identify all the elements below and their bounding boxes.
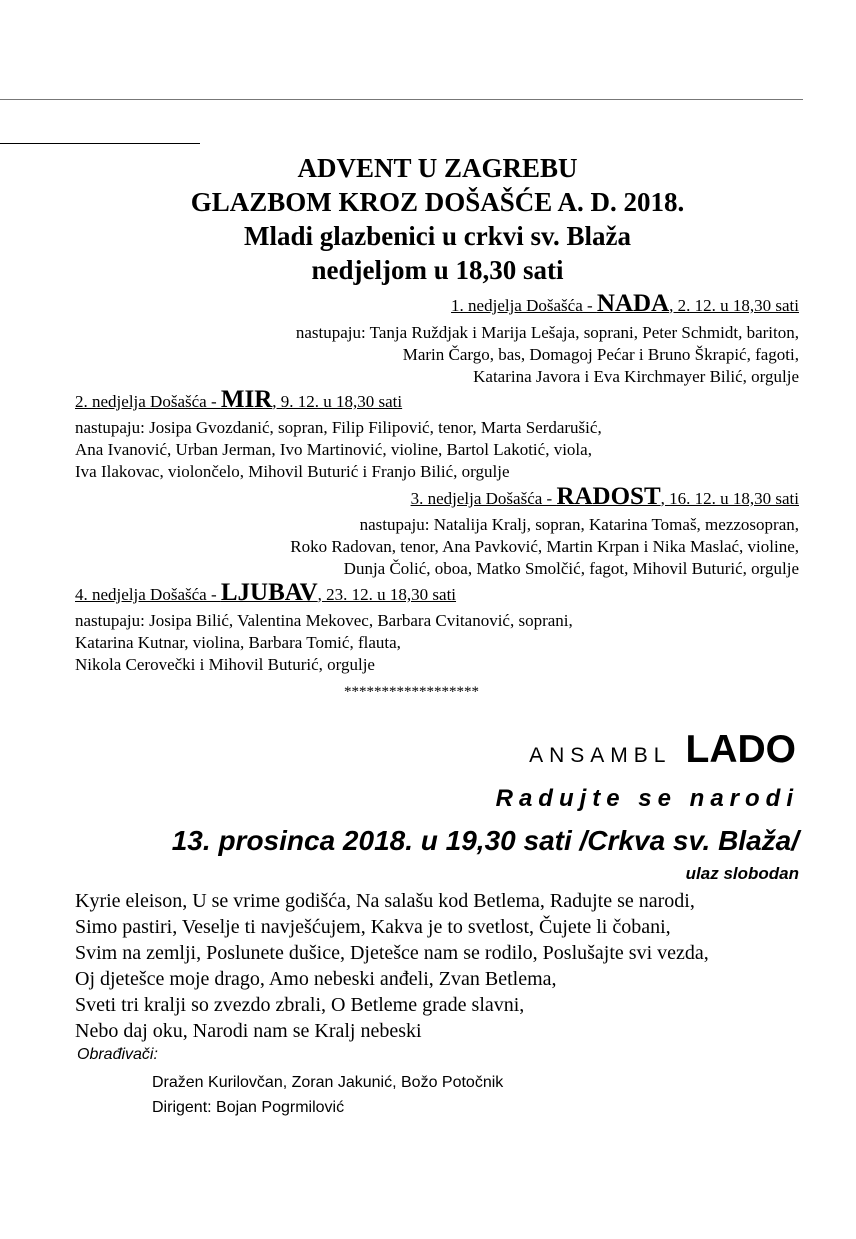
week-2-heading: 2. nedjelja Došašća - MIR, 9. 12. u 18,30 sati xyxy=(75,386,403,413)
short-divider xyxy=(0,143,200,144)
concert-subtitle: Radujte se narodi xyxy=(495,785,799,812)
week-1-heading: 1. nedjelja Došašća - NADA, 2. 12. u 18,30 sati xyxy=(451,290,799,317)
conductor: Dirigent: Bojan Pogrmilović xyxy=(152,1099,345,1116)
week-4-performers-2: Katarina Kutnar, violina, Barbara Tomić, flauta, xyxy=(75,633,401,652)
week-1-name: NADA xyxy=(596,290,670,317)
week-3-performers-2: Roko Radovan, tenor, Ana Pavković, Martin Krpan i Nika Maslać, violine, xyxy=(290,537,799,556)
week-1-performers-1: nastupaju: Tanja Ruždjak i Marija Lešaja, soprani, Peter Schmidt, bariton, xyxy=(295,323,799,342)
week-3-performers-1: nastupaju: Natalija Kralj, sopran, Katarina Tomaš, mezzosopran, xyxy=(359,515,799,534)
week-4-name: LJUBAV xyxy=(220,579,318,606)
program-line-2: Simo pastiri, Veselje ti navješćujem, Kakva je to svetlost, Čujete li čobani, xyxy=(75,916,671,938)
page-subtitle: GLAZBOM KROZ DOŠAŠĆE A. D. 2018. xyxy=(190,187,685,217)
week-4-heading: 4. nedjelja Došašća - LJUBAV, 23. 12. u 18,30 sati xyxy=(75,579,457,606)
top-divider xyxy=(0,99,803,100)
week-3-heading: 3. nedjelja Došašća - RADOST, 16. 12. u 18,30 sati xyxy=(410,483,799,510)
week-1-performers-2: Marin Čargo, bas, Domagoj Pećar i Bruno Škrapić, fagoti, xyxy=(402,345,799,364)
ensemble-name: LADO xyxy=(685,728,796,771)
program-line-3: Svim na zemlji, Poslunete dušice, Djetešce nam se rodilo, Poslušajte svi vezda, xyxy=(75,942,709,964)
week-4-performers-1: nastupaju: Josipa Bilić, Valentina Mekovec, Barbara Cvitanović, soprani, xyxy=(75,611,573,630)
week-2-performers-2: Ana Ivanović, Urban Jerman, Ivo Martinović, violine, Bartol Lakotić, viola, xyxy=(75,440,592,459)
arrangers-label: Obrađivači: xyxy=(77,1046,158,1063)
week-2-name: MIR xyxy=(220,386,273,413)
program-line-4: Oj djetešce moje drago, Amo nebeski anđeli, Zvan Betlema, xyxy=(75,968,557,990)
week-4-performers-3: Nikola Cerovečki i Mihovil Buturić, orgulje xyxy=(75,655,375,674)
concert-datetime: 13. prosinca 2018. u 19,30 sati /Crkva sv. Blaža/ xyxy=(171,825,799,856)
series-time: nedjeljom u 18,30 sati xyxy=(311,255,564,285)
series-title: Mladi glazbenici u crkvi sv. Blaža xyxy=(243,221,631,251)
week-3-name: RADOST xyxy=(556,483,661,510)
program-line-1: Kyrie eleison, U se vrime godišća, Na salašu kod Betlema, Radujte se narodi, xyxy=(75,890,695,912)
week-3-performers-3: Dunja Čolić, oboa, Matko Smolčić, fagot, Mihovil Buturić, orgulje xyxy=(343,559,799,578)
ensemble-prefix: ANSAMBL xyxy=(529,744,672,767)
page-title: ADVENT U ZAGREBU xyxy=(297,153,578,183)
ensemble-heading xyxy=(529,728,796,772)
program-line-6: Nebo daj oku, Narodi nam se Kralj nebeski xyxy=(75,1020,422,1042)
week-2-performers-3: Iva Ilakovac, violončelo, Mihovil Buturić i Franjo Bilić, orgulje xyxy=(75,462,510,481)
program-line-5: Sveti tri kralji so zvezdo zbrali, O Betleme grade slavni, xyxy=(75,994,525,1016)
entry-note: ulaz slobodan xyxy=(685,864,799,883)
arrangers: Dražen Kurilovčan, Zoran Jakunić, Božo Potočnik xyxy=(152,1074,504,1091)
separator: ****************** xyxy=(344,684,479,700)
week-1-performers-3: Katarina Javora i Eva Kirchmayer Bilić, orgulje xyxy=(473,367,799,386)
week-2-performers-1: nastupaju: Josipa Gvozdanić, sopran, Filip Filipović, tenor, Marta Serdarušić, xyxy=(75,418,602,437)
